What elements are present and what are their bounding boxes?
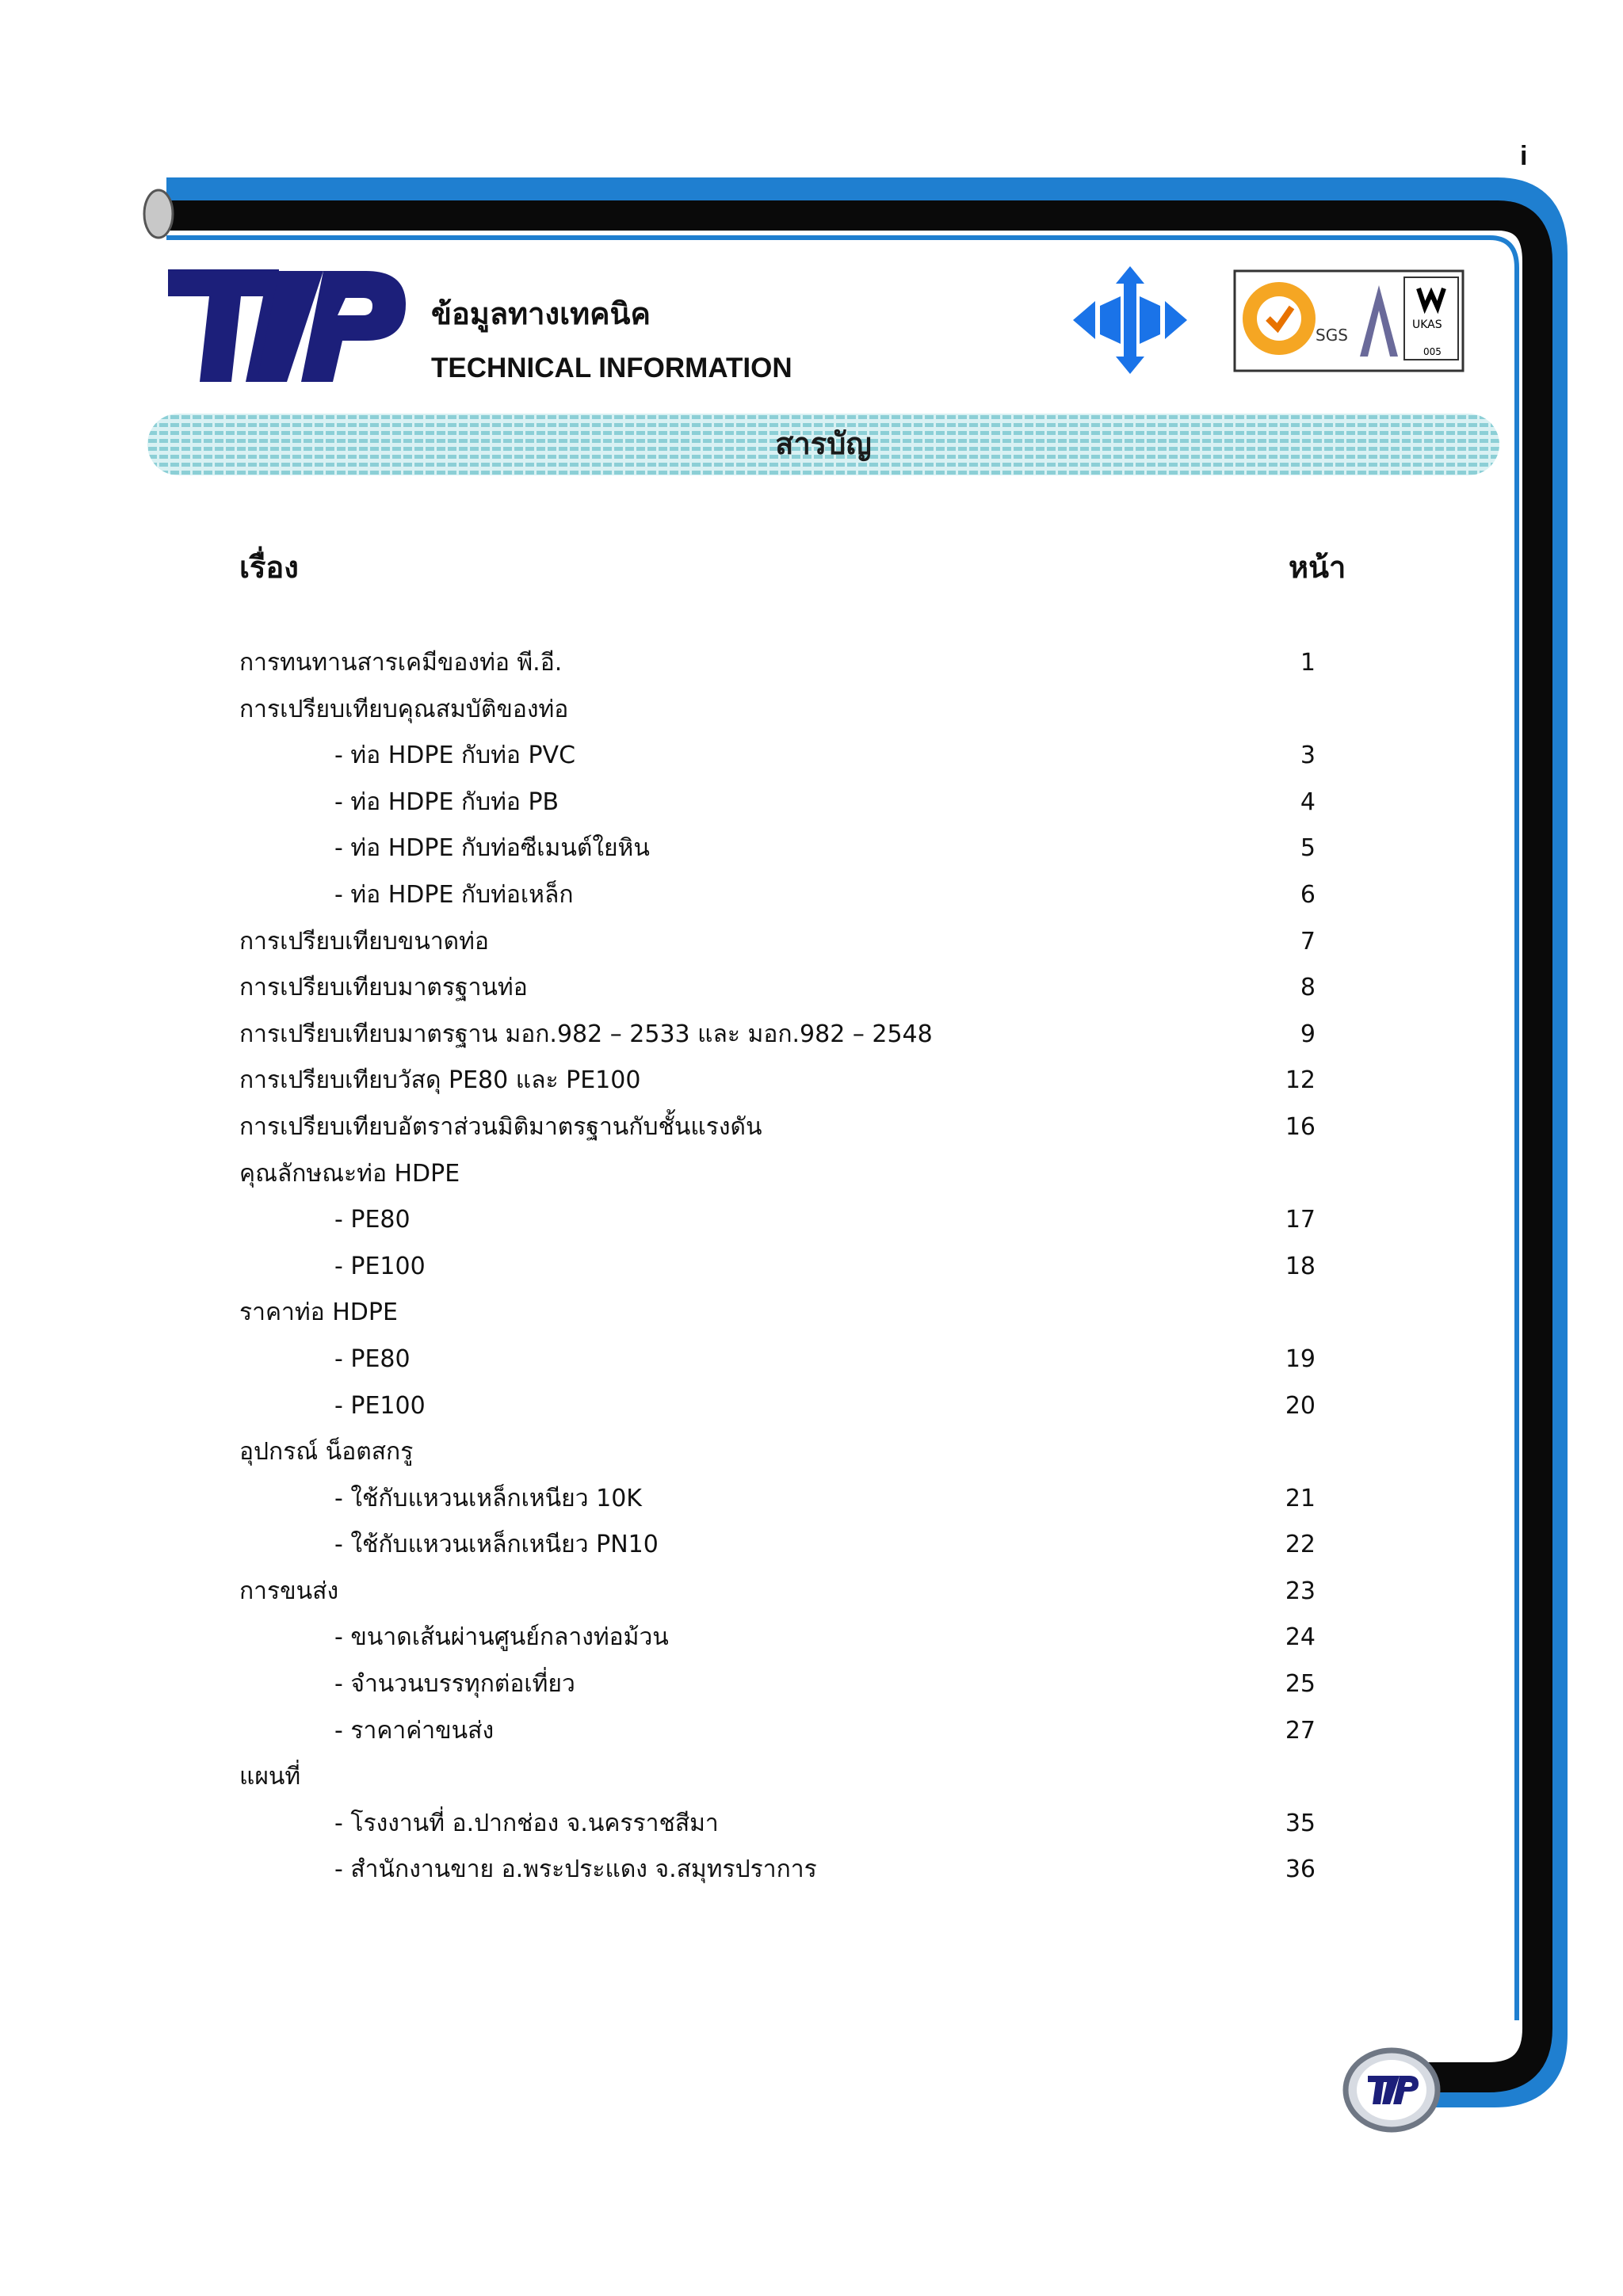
- toc-title-bar: [147, 414, 1499, 475]
- title-english: TECHNICAL INFORMATION: [431, 353, 792, 383]
- column-header-page: หน้า: [1289, 550, 1346, 585]
- toc-entry-label: - ท่อ HDPE กับท่อซีเมนต์ใยหิน: [334, 834, 650, 863]
- toc-entry-label: ราคาท่อ HDPE: [239, 1299, 398, 1327]
- toc-entry-page: 1: [1300, 649, 1316, 677]
- toc-row: [239, 780, 1333, 826]
- toc-entry-page: 7: [1300, 927, 1316, 955]
- toc-entry-label: - PE100: [334, 1391, 426, 1420]
- toc-entry-label: แผนที่: [239, 1763, 301, 1791]
- toc-entry-page: 9: [1300, 1020, 1316, 1048]
- toc-entry-label: อุปกรณ์ น็อตสกรู: [239, 1438, 414, 1466]
- toc-entry-label: การเปรียบเทียบขนาดท่อ: [239, 927, 489, 955]
- toc-entry-label: คุณลักษณะท่อ HDPE: [239, 1159, 460, 1188]
- title-thai: ข้อมูลทางเทคนิค: [431, 296, 651, 331]
- toc-entry-label: การเปรียบเทียบมาตรฐานท่อ: [239, 974, 528, 1002]
- toc-entry-page: 27: [1285, 1716, 1316, 1745]
- toc-row: [239, 733, 1333, 780]
- footer-tap-badge: [1342, 2047, 1445, 2134]
- toc-entry-page: 21: [1285, 1484, 1316, 1512]
- toc-row: [239, 1337, 1333, 1383]
- toc-entry-page: 16: [1285, 1112, 1316, 1141]
- toc-row: [239, 1429, 1333, 1476]
- toc-row: [239, 872, 1333, 919]
- toc-entry-label: - PE100: [334, 1252, 426, 1280]
- toc-entry-page: 22: [1285, 1531, 1316, 1559]
- toc-row: [239, 1290, 1333, 1337]
- toc-row: [239, 826, 1333, 872]
- cert-label-sgs: SGS: [1316, 326, 1348, 345]
- toc-row: [239, 1661, 1333, 1708]
- toc-entry-label: การเปรียบเทียบคุณสมบัติของท่อ: [239, 695, 569, 723]
- toc-row: [239, 1801, 1333, 1848]
- toc-row: [239, 919, 1333, 966]
- column-header-subject: เรื่อง: [239, 550, 299, 585]
- toc-row: [239, 965, 1333, 1012]
- toc-entry-label: - PE80: [334, 1344, 411, 1373]
- toc-row: [239, 1569, 1333, 1615]
- toc-row: [239, 1012, 1333, 1058]
- toc-entry-label: การทนทานสารเคมีของท่อ พี.อี.: [239, 649, 563, 677]
- toc-entry-label: การเปรียบเทียบมาตรฐาน มอก.982 – 2533 และ มอก.982 – 2548: [239, 1020, 933, 1048]
- toc-entry-label: การเปรียบเทียบวัสดุ PE80 และ PE100: [239, 1066, 641, 1095]
- toc-entry-label: - ขนาดเส้นผ่านศูนย์กลางท่อม้วน: [334, 1623, 669, 1652]
- toc-entry-page: 5: [1300, 834, 1316, 863]
- pipe-end-cap: [144, 190, 173, 238]
- toc-entry-label: - ราคาค่าขนส่ง: [334, 1716, 495, 1745]
- toc-row: [239, 1708, 1333, 1755]
- toc-entry-label: - ท่อ HDPE กับท่อ PB: [334, 788, 559, 816]
- header-title-block: [431, 293, 792, 387]
- toc-entry-page: 35: [1285, 1809, 1316, 1837]
- toc-entry-page: 4: [1300, 788, 1316, 816]
- toc-entry-label: - PE80: [334, 1206, 411, 1234]
- toc-entry-page: 19: [1285, 1344, 1316, 1373]
- toc-row: [239, 1104, 1333, 1151]
- toc-entry-page: 23: [1285, 1577, 1316, 1605]
- industry-emblem-icon: [1073, 266, 1187, 374]
- toc-row: [239, 1615, 1333, 1661]
- toc-row: [239, 1476, 1333, 1523]
- toc-entry-page: 17: [1285, 1206, 1316, 1234]
- toc-entry-page: 36: [1285, 1855, 1316, 1884]
- toc-entry-label: การเปรียบเทียบอัตราส่วนมิติมาตรฐานกับชั้นแรงดัน: [239, 1112, 762, 1141]
- toc-entry-page: 24: [1285, 1623, 1316, 1652]
- toc-row: [239, 1058, 1333, 1104]
- toc-entry-page: 6: [1300, 880, 1316, 909]
- tap-logo: [168, 268, 406, 383]
- toc-entry-label: - ใช้กับแหวนเหล็กเหนียว 10K: [334, 1484, 642, 1512]
- toc-list: [239, 640, 1333, 1894]
- toc-entry-page: 18: [1285, 1252, 1316, 1280]
- toc-entry-label: - ใช้กับแหวนเหล็กเหนียว PN10: [334, 1531, 659, 1559]
- toc-row: [239, 1197, 1333, 1244]
- toc-row: [239, 1847, 1333, 1894]
- toc-entry-page: 20: [1285, 1391, 1316, 1420]
- toc-row: [239, 1754, 1333, 1801]
- page-number: i: [1520, 141, 1528, 171]
- certification-logos: [1233, 269, 1465, 380]
- toc-title: สารบัญ: [775, 426, 872, 461]
- toc-row: [239, 1151, 1333, 1198]
- toc-row: [239, 1244, 1333, 1291]
- toc-entry-label: - จำนวนบรรทุกต่อเที่ยว: [334, 1670, 575, 1699]
- toc-row: [239, 1383, 1333, 1430]
- toc-entry-label: - สำนักงานขาย อ.พระประแดง จ.สมุทรปราการ: [334, 1855, 817, 1884]
- cert-label-ukas: UKAS: [1412, 318, 1442, 331]
- toc-entry-page: 12: [1285, 1066, 1316, 1095]
- toc-row: [239, 1522, 1333, 1569]
- toc-entry-page: 3: [1300, 742, 1316, 770]
- toc-row: [239, 687, 1333, 734]
- toc-entry-label: - ท่อ HDPE กับท่อ PVC: [334, 742, 576, 770]
- cert-label-number: 005: [1423, 346, 1442, 357]
- toc-entry-page: 8: [1300, 974, 1316, 1002]
- toc-entry-page: 25: [1285, 1670, 1316, 1699]
- toc-entry-label: - โรงงานที่ อ.ปากช่อง จ.นครราชสีมา: [334, 1809, 719, 1837]
- toc-row: [239, 640, 1333, 687]
- toc-entry-label: - ท่อ HDPE กับท่อเหล็ก: [334, 880, 574, 909]
- toc-entry-label: การขนส่ง: [239, 1577, 339, 1605]
